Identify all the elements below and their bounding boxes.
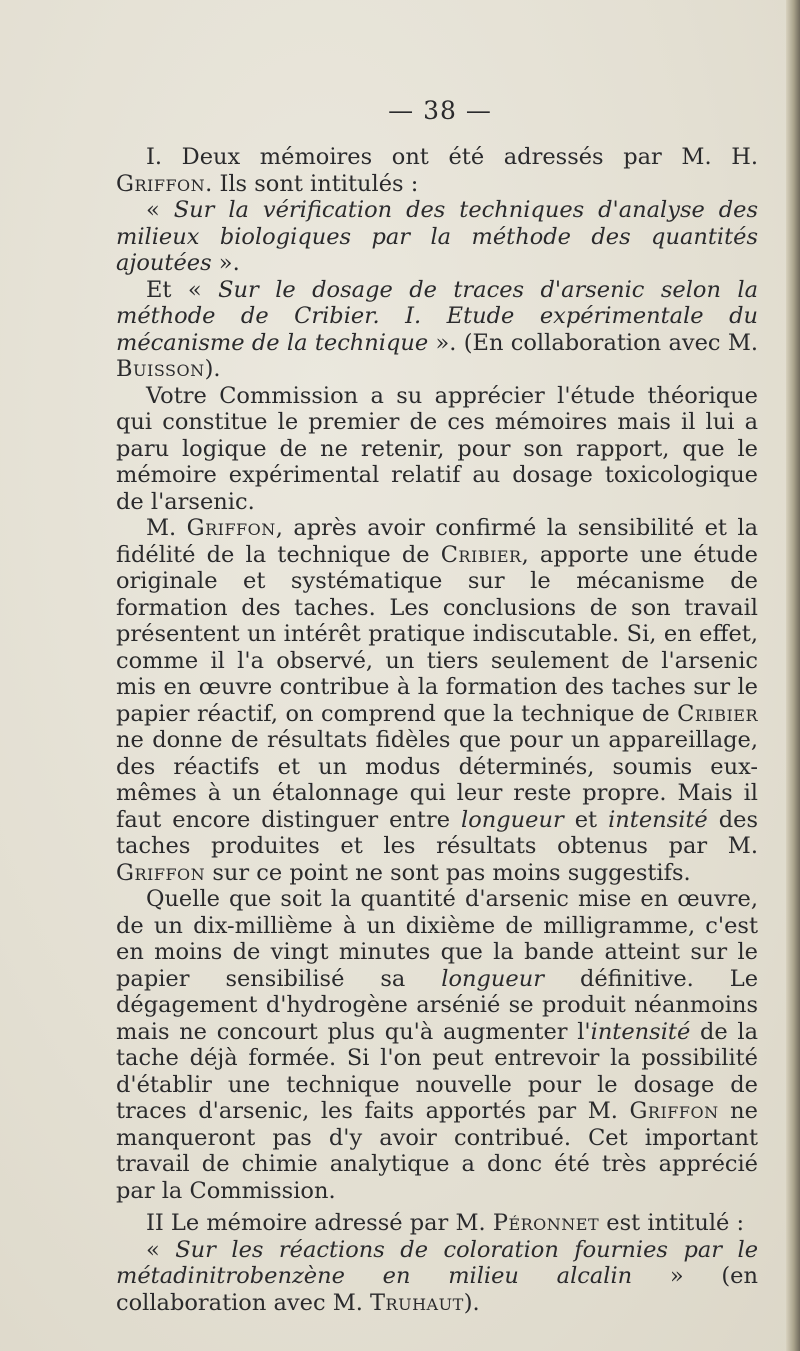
paragraph-commission [116,383,758,516]
memoir-title: Sur la vérification des techniques d'analyse des milieux biologiques par la méthode des quantités ajoutées [116,197,759,276]
emphasis: longueur [461,806,564,833]
text-run: ). [204,356,221,382]
paragraph-title-2 [116,277,758,383]
page-edge-shadow [786,0,800,1351]
text-run: II Le mémoire adressé par M. [146,1210,493,1236]
text-run: Quelle que soit la quantité d'arsenic mise en œuvre, de un dix-millième à un dixième de milligramme, c'est en moins de vingt minutes que la bande atteint sur le papier sensibilisé sa [116,886,758,992]
text-run: Votre Commission a su apprécier l'étude théorique qui constitue le premier de ces mémoires mais il lui a paru logique de ne retenir, pour son rapport, que le mémoire expérimental relatif au dosage toxicologique de l'arsenic. [116,382,758,515]
author-name: Griffon [116,859,206,886]
author-name: Péronnet [492,1210,600,1236]
text-run: ne manqueront pas d'y avoir contribué. Cet important travail de chimie analytique a donc été très apprécié par la Commission. [116,1098,758,1204]
text-run: ne donne de résultats fidèles que pour un appareillage, des réactifs et un modus déterminés, soumis eux-mêmes à un étalonnage qui leur reste propre. Mais il faut encore distinguer entre [116,727,758,833]
text-run: ». (En collaboration avec M. [428,329,759,356]
text-run: » (en collaboration avec M. [116,1263,758,1316]
author-name: Griffon [629,1098,719,1124]
text-run: définitive. Le dégagement d'hydrogène arsénié se produit néanmoins mais ne concourt plus qu'à augmenter l' [116,965,759,1045]
paragraph-title-3 [116,1237,758,1317]
text-run: et [563,806,609,833]
author-name: Cribier [677,700,758,727]
text-run: , apporte une étude originale et systématique sur le mécanisme de formation des taches. Les conclusions de son travail présentent un intérêt pratique indiscutable. Si, en effet, comme il l'a observé, un tiers seulement de l'arsenic mis en œuvre contribue à la formation des taches sur le papier réactif, on comprend que la technique de [116,541,758,727]
paragraph-intro [116,144,758,197]
text-run: « [146,197,174,223]
memoir-title: Sur le dosage de traces d'arsenic selon la méthode de Cribier. I. Etude expérimentale du mécanisme de la technique [116,276,758,356]
author-name: Cribier [440,541,522,568]
text-run: I. Deux mémoires ont été adressés par M. H. [146,144,758,170]
text-run: . Ils sont intitulés : [205,170,419,197]
emphasis: longueur [441,965,544,992]
paragraph-quantity [116,886,758,1204]
text-run: sur ce point ne sont pas moins suggestifs. [205,859,691,886]
text-run: de la tache déjà formée. Si l'on peut entrevoir la possibilité d'établir une technique nouvelle pour le dosage de traces d'arsenic, les faits apportés par M. [116,1018,758,1124]
author-name: Griffon [186,515,276,541]
text-run: ). [463,1289,480,1316]
paragraph-section-2 [116,1210,758,1237]
text-run: , après avoir confirmé la sensibilité et la fidélité de la technique de [116,515,758,568]
text-run: ». [211,250,240,276]
emphasis: intensité [608,806,708,833]
text-run: « [146,1236,176,1263]
body-text [116,144,758,1316]
memoir-title: Sur les réactions de coloration fournies par le métadinitrobenzène en milieu alcalin [116,1236,759,1289]
page-number: — 38 — [388,96,492,125]
emphasis: intensité [590,1018,691,1045]
author-name: Truhaut [370,1289,464,1316]
paragraph-title-1 [116,197,758,277]
text-run: Et « [146,276,219,303]
text-run: des taches produites et les résultats obtenus par M. [116,806,759,859]
author-name: Griffon [116,170,206,197]
paragraph-griffon-study [116,515,758,886]
text-run: M. [146,515,187,541]
text-run: est intitulé : [599,1210,745,1236]
author-name: Buisson [116,356,205,382]
